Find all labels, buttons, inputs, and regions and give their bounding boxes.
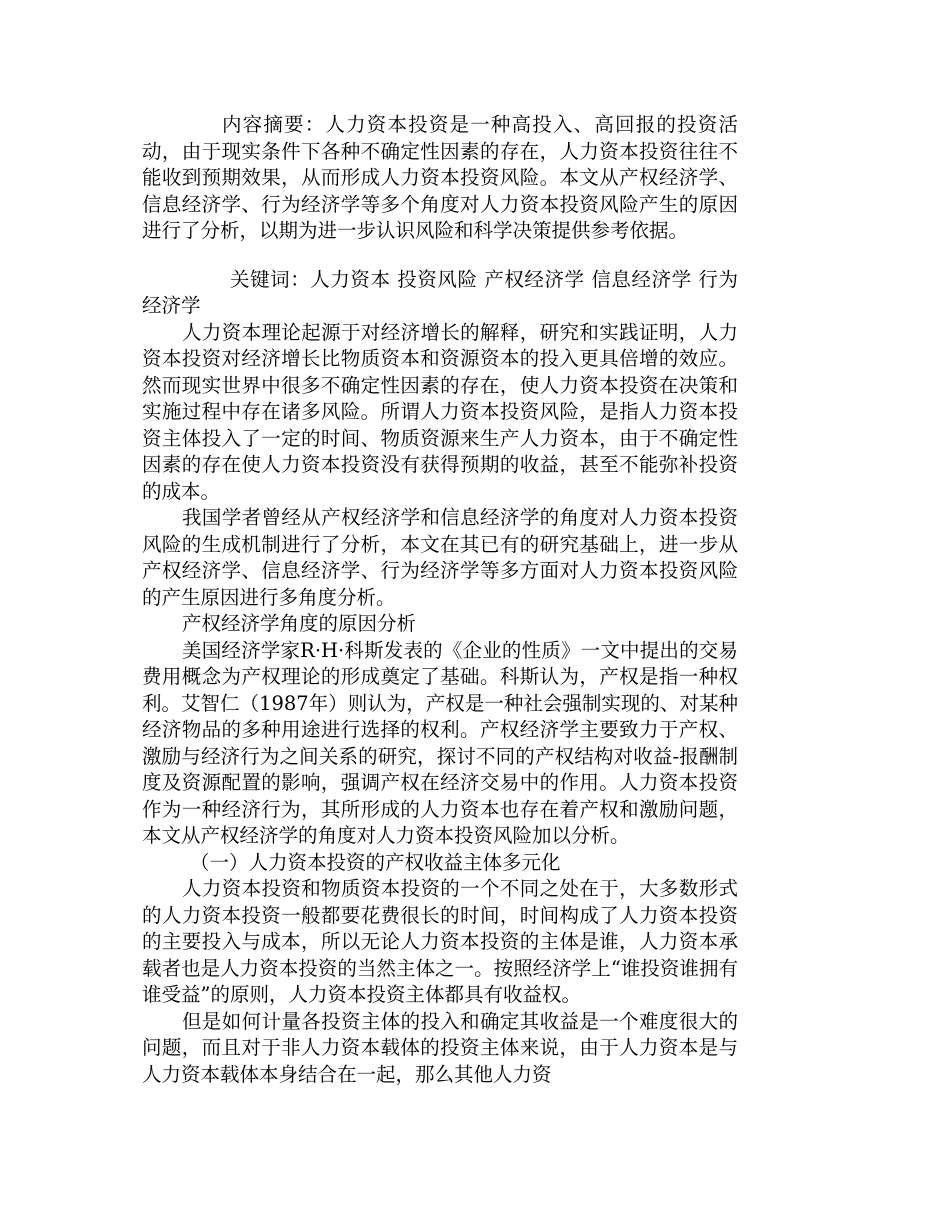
keywords-line: 关键词：人力资本 投资风险 产权经济学 信息经济学 行为经济学 [142, 267, 738, 317]
body-paragraph: 但是如何计量各投资主体的投入和确定其收益是一个难度很大的问题，而且对于非人力资本载体的投资主体来说，由于人力资本是与人力资本载体本身结合在一起，那么其他人力资 [142, 1009, 738, 1086]
body-paragraph: 人力资本投资和物质资本投资的一个不同之处在于，大多数形式的人力资本投资一般都要花费很长的时间，时间构成了人力资本投资的主要投入与成本，所以无论人力资本投资的主体是谁，人力资本承载者也是人力资本投资的当然主体之一。按照经济学上“谁投资谁拥有谁受益”的原则，人力资本投资主体都具有收益权。 [142, 877, 738, 1006]
subsection-heading: （一）人力资本投资的产权收益主体多元化 [190, 850, 561, 874]
section-heading: 产权经济学角度的原因分析 [182, 612, 417, 635]
document-page [142, 112, 738, 1088]
body-paragraph: 美国经济学家R·H·科斯发表的《企业的性质》一文中提出的交易费用概念为产权理论的形成奠定了基础。科斯认为，产权是指一种权利。艾智仁（1987年）则认为，产权是一种社会强制实现的、对某种经济物品的多种用途进行选择的权利。产权经济学主要致力于产权、激励与经济行为之间关系的研究，探讨不同的产权结构对收益-报酬制度及资源配置的影响，强调产权在经济交易中的作用。人力资本投资作为一种经济行为，其所形成的人力资本也存在着产权和激励问题，本文从产权经济学的角度对人力资本投资风险加以分析。 [142, 638, 738, 847]
body-paragraph: 我国学者曾经从产权经济学和信息经济学的角度对人力资本投资风险的生成机制进行了分析，本文在其已有的研究基础上，进一步从产权经济学、信息经济学、行为经济学等多方面对人力资本投资风险的产生原因进行多角度分析。 [142, 506, 738, 609]
abstract-paragraph: 内容摘要：人力资本投资是一种高投入、高回报的投资活动，由于现实条件下各种不确定性因素的存在，人力资本投资往往不能收到预期效果，从而形成人力资本投资风险。本文从产权经济学、信息经济学、行为经济学等多个角度对人力资本投资风险产生的原因进行了分析，以期为进一步认识风险和科学决策提供参考依据。 [142, 113, 738, 242]
body-paragraph: 人力资本理论起源于对经济增长的解释，研究和实践证明，人力资本投资对经济增长比物质资本和资源资本的投入更具倍增的效应。然而现实世界中很多不确定性因素的存在，使人力资本投资在决策和实施过程中存在诸多风险。所谓人力资本投资风险，是指人力资本投资主体投入了一定的时间、物质资源来生产人力资本，由于不确定性因素的存在使人力资本投资没有获得预期的收益，甚至不能弥补投资的成本。 [142, 320, 738, 503]
